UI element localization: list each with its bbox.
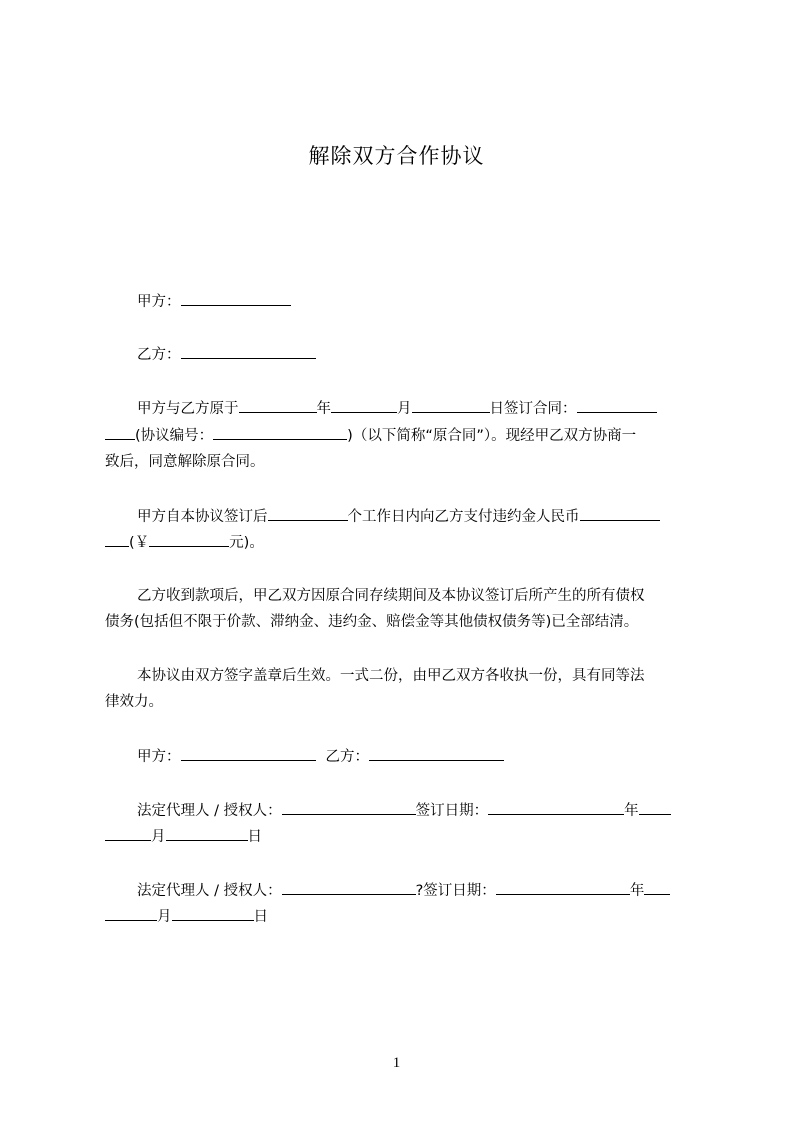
- sign-party-a-blank[interactable]: [181, 746, 316, 761]
- para1-text-cont: )（以下简称“原合同”）。现经甲乙双方协商一: [347, 428, 637, 444]
- contract-name-blank[interactable]: [577, 398, 657, 413]
- rep2-month-blank-cont[interactable]: [105, 906, 157, 921]
- para1-text: 甲方与乙方原于: [137, 401, 239, 417]
- yuan-symbol: (￥: [129, 535, 150, 551]
- para1-line3: [105, 452, 705, 472]
- para2-line1: [137, 506, 737, 527]
- yuan-label: 元)。: [229, 535, 264, 551]
- contract-name-blank-cont[interactable]: [105, 425, 135, 440]
- document-title: 解除双方合作协议: [308, 144, 485, 168]
- rep2-year-label: 年: [629, 883, 645, 899]
- rep1-year-blank[interactable]: [488, 800, 624, 815]
- rep2-month-blank[interactable]: [644, 880, 670, 895]
- original-day-blank[interactable]: [412, 398, 490, 413]
- para4-line1: [137, 666, 737, 686]
- penalty-amount-blank[interactable]: [580, 506, 660, 521]
- party-b-blank[interactable]: [181, 344, 316, 359]
- para4-text: 本协议由双方签字盖章后生效。一式二份，由甲乙双方各收执一份，具有同等法: [137, 668, 645, 684]
- rep1-month-blank-cont[interactable]: [105, 826, 151, 841]
- month-label: 月: [397, 401, 412, 417]
- rep1-month-label: 月: [151, 829, 166, 845]
- para2-text: 甲方自本协议签订后: [137, 509, 268, 525]
- rep2-day-blank[interactable]: [172, 906, 254, 921]
- rep1-day-label: 日: [247, 829, 262, 845]
- party-a-line: [137, 291, 737, 312]
- sign-party-a-label: 甲方：: [137, 749, 181, 765]
- para1-line1: [137, 398, 737, 419]
- rep2-date-label: ?签订日期：: [415, 883, 496, 899]
- rep1-name-blank[interactable]: [282, 800, 416, 815]
- rep2-label: 法定代理人 / 授权人：: [137, 883, 282, 899]
- day-contract-label: 日签订合同：: [489, 401, 577, 417]
- rep1-year-label: 年: [624, 803, 639, 819]
- rep2-name-blank[interactable]: [282, 880, 416, 895]
- rep2-line1: [137, 880, 737, 901]
- rep1-month-blank[interactable]: [639, 800, 671, 815]
- para2-text-cont: 个工作日内向乙方支付违约金人民币: [347, 509, 580, 525]
- sign-party-b-label: 乙方：: [325, 749, 369, 765]
- rep2-line2: [105, 906, 705, 927]
- para3-text-cont: 债务(包括但不限于价款、滞纳金、违约金、赔偿金等其他债权债务等)已全部结清。: [105, 614, 639, 630]
- party-b-label: 乙方：: [137, 347, 181, 363]
- penalty-figure-blank[interactable]: [149, 532, 229, 547]
- year-label: 年: [316, 401, 331, 417]
- agreement-number-label: (协议编号：: [135, 428, 214, 444]
- sign-party-b-blank[interactable]: [369, 746, 504, 761]
- rep1-day-blank[interactable]: [166, 826, 248, 841]
- party-b-line: [137, 344, 737, 365]
- original-year-blank[interactable]: [239, 398, 317, 413]
- para4-line2: [105, 692, 705, 712]
- rep1-line2: [105, 826, 705, 847]
- penalty-amount-blank-cont[interactable]: [105, 532, 129, 547]
- party-a-blank[interactable]: [181, 291, 291, 306]
- para3-text: 乙方收到款项后，甲乙双方因原合同存续期间及本协议签订后所产生的所有债权: [137, 588, 645, 604]
- page-number: 1: [392, 1055, 401, 1071]
- rep2-month-label: 月: [157, 909, 172, 925]
- rep2-year-blank[interactable]: [496, 880, 630, 895]
- para1-text-end: 致后，同意解除原合同。: [105, 454, 265, 470]
- para4-text-cont: 律效力。: [105, 694, 163, 710]
- para3-line1: [137, 586, 737, 606]
- workdays-blank[interactable]: [268, 506, 348, 521]
- agreement-number-blank[interactable]: [213, 425, 347, 440]
- rep1-label: 法定代理人 / 授权人：: [137, 803, 282, 819]
- original-month-blank[interactable]: [331, 398, 397, 413]
- para1-line2: [105, 425, 705, 446]
- rep1-date-label: 签订日期：: [415, 803, 489, 819]
- para3-line2: [105, 612, 705, 632]
- rep2-day-label: 日: [253, 909, 268, 925]
- signature-line: [137, 746, 737, 767]
- para2-line2: [105, 532, 705, 553]
- party-a-label: 甲方：: [137, 294, 181, 310]
- rep1-line1: [137, 800, 737, 821]
